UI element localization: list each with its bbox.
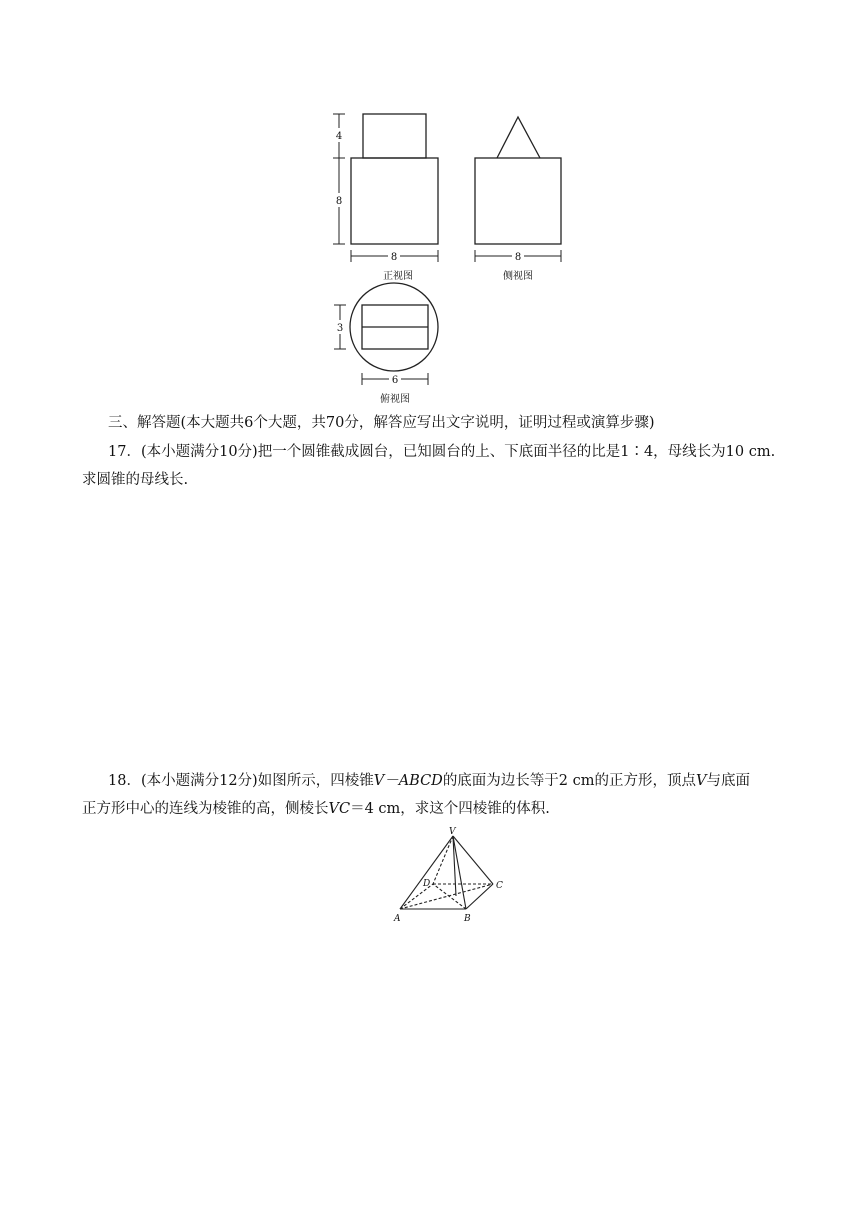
question-18-line-2: 正方形中心的连线为棱锥的高，侧棱长VC＝4 cm，求这个四棱锥的体积. <box>82 801 550 817</box>
label-B: B <box>464 914 471 924</box>
vertex-name: V <box>696 773 707 789</box>
front-view-main-block <box>351 158 438 244</box>
top-view-dim-height: 3 <box>336 323 344 334</box>
question-17 <box>82 438 782 494</box>
side-view-triangle <box>497 117 540 158</box>
pyramid-figure <box>380 826 510 926</box>
question-17-line-2: 求圆锥的母线长. <box>82 472 189 488</box>
label-D: D <box>423 879 431 889</box>
diagonal-BD <box>433 884 466 909</box>
front-view-top-block <box>363 114 426 158</box>
three-view-figure <box>0 0 860 410</box>
top-view-dim-width: 6 <box>391 375 399 386</box>
label-A: A <box>394 914 401 924</box>
question-17-line-1: 17．(本小题满分10分)把一个圆锥截成圆台，已知圆台的上、下底面半径的比是1∶4，母线长为10 cm. <box>108 444 776 460</box>
side-view-dim-width: 8 <box>514 252 522 263</box>
front-view-caption: 正视图 <box>383 271 413 282</box>
question-18-line-1: 18．(本小题满分12分)如图所示，四棱锥V－ABCD的底面为边长等于2 cm的正方形，顶点V与底面 <box>108 773 751 789</box>
edge-VC <box>453 836 493 884</box>
front-view <box>333 114 438 262</box>
label-C: C <box>496 881 503 891</box>
edge-VA <box>400 836 453 909</box>
section-heading: 三、解答题(本大题共6个大题，共70分，解答应写出文字说明，证明过程或演算步骤) <box>108 415 655 431</box>
top-view-caption: 俯视图 <box>380 394 410 405</box>
edge-name: VC <box>328 801 351 817</box>
front-view-dim-width: 8 <box>390 252 398 263</box>
pyramid-name: V－ABCD <box>373 773 443 789</box>
front-view-dim-main: 8 <box>335 196 343 207</box>
front-view-dim-top: 4 <box>335 131 343 142</box>
side-view-caption: 侧视图 <box>503 271 533 282</box>
side-view-main-block <box>475 158 561 244</box>
label-V: V <box>449 827 456 837</box>
question-18 <box>82 767 802 823</box>
side-view <box>475 117 561 262</box>
top-view <box>334 283 438 385</box>
